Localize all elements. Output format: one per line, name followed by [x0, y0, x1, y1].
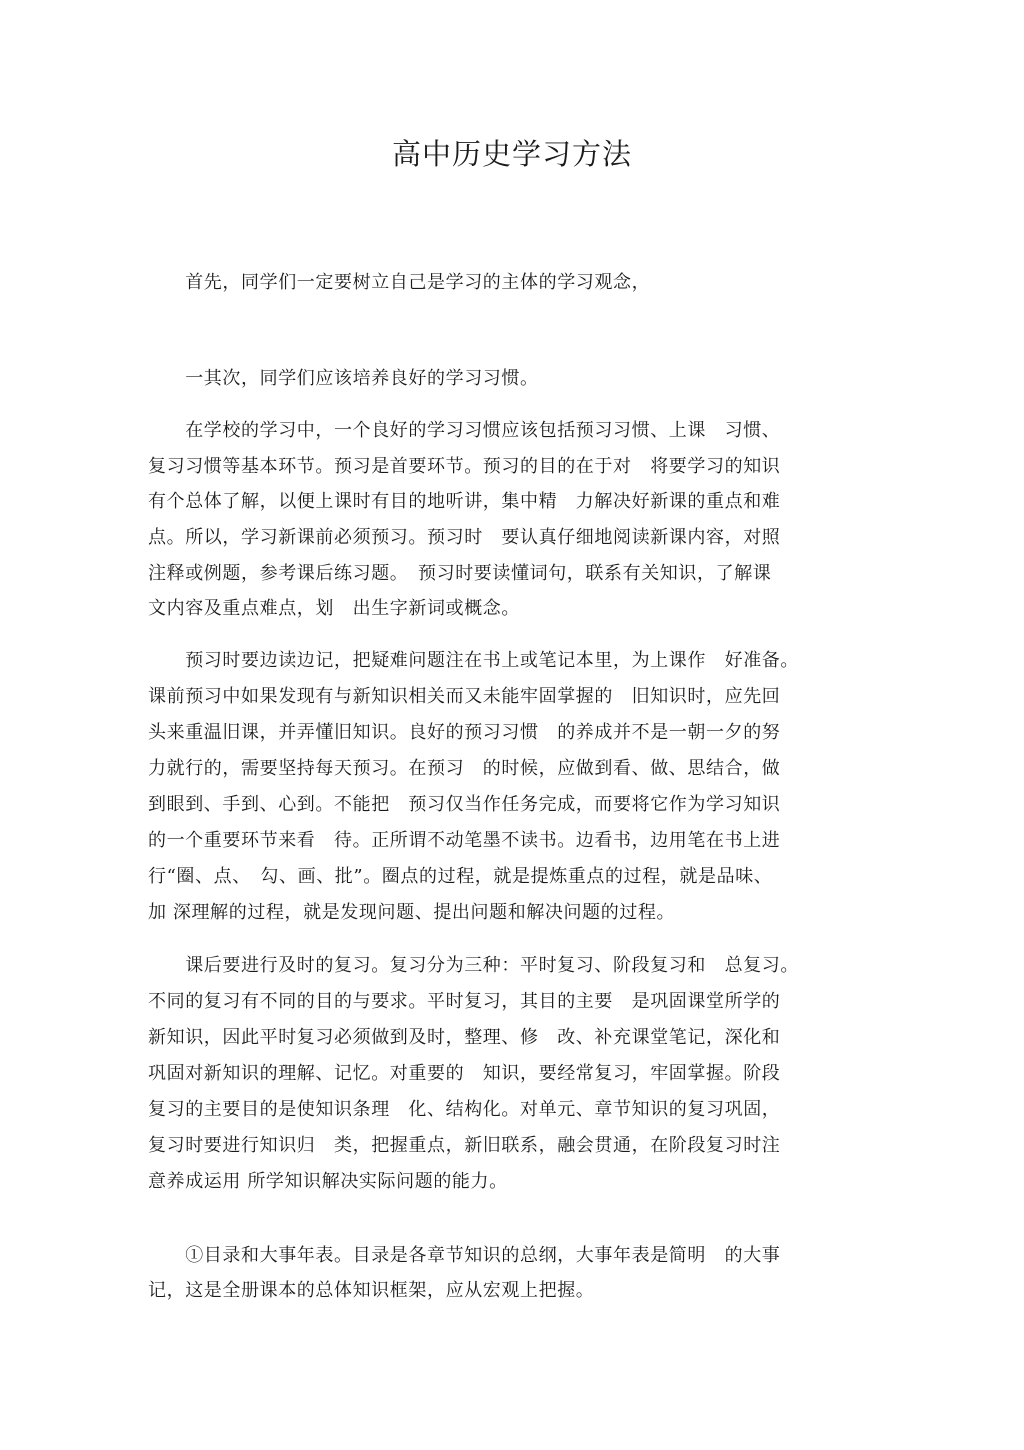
text-line: 到眼到、手到、心到。不能把 预习仅当作任务完成，而要将它作为学习知识: [148, 794, 781, 815]
text-line: 复习的主要目的是使知识条理 化、结构化。对单元、章节知识的复习巩固，: [148, 1099, 781, 1120]
text-line: 预习时要边读边记，把疑难问题注在书上或笔记本里，为上课作 好准备。: [148, 650, 799, 671]
text-line: 一其次，同学们应该培养良好的学习习惯。: [148, 368, 539, 389]
text-line: 记，这是全册课本的总体知识框架，应从宏观上把握。: [148, 1280, 595, 1301]
text-line: 不同的复习有不同的目的与要求。平时复习，其目的主要 是巩固课堂所学的: [148, 991, 781, 1012]
text-line: 课后要进行及时的复习。复习分为三种：平时复习、阶段复习和 总复习。: [148, 955, 799, 976]
text-line: 有个总体了解，以便上课时有目的地听讲，集中精 力解决好新课的重点和难: [148, 491, 781, 512]
text-line: 注释或例题，参考课后练习题。 预习时要读懂词句，联系有关知识，了解课: [148, 563, 772, 584]
text-line: 头来重温旧课，并弄懂旧知识。良好的预习习惯 的养成并不是一朝一夕的努: [148, 722, 781, 743]
text-line: 点。所以，学习新课前必须预习。预习时 要认真仔细地阅读新课内容，对照: [148, 527, 781, 548]
text-line: 首先，同学们一定要树立自己是学习的主体的学习观念，: [148, 272, 651, 293]
text-line: ①目录和大事年表。目录是各章节知识的总纲，大事年表是简明 的大事: [148, 1245, 781, 1266]
text-line: 在学校的学习中，一个良好的学习习惯应该包括预习习惯、上课 习惯、: [148, 420, 781, 441]
text-line: 课前预习中如果发现有与新知识相关而又未能牢固掌握的 旧知识时，应先回: [148, 686, 781, 707]
text-line: 力就行的，需要坚持每天预习。在预习 的时候，应做到看、做、思结合，做: [148, 758, 781, 779]
text-line: 复习时要进行知识归 类，把握重点，新旧联系，融会贯通，在阶段复习时注: [148, 1135, 781, 1156]
text-line: 行“圈、点、 勾、画、批”。圈点的过程，就是提炼重点的过程，就是品味、: [148, 866, 773, 887]
text-line: 复习习惯等基本环节。预习是首要环节。预习的目的在于对 将要学习的知识: [148, 456, 781, 477]
text-line: 新知识，因此平时复习必须做到及时，整理、修 改、补充课堂笔记，深化和: [148, 1027, 781, 1048]
text-line: 文内容及重点难点，划 出生字新词或概念。: [148, 598, 520, 619]
text-line: 的一个重要环节来看 待。正所谓不动笔墨不读书。边看书，边用笔在书上进: [148, 830, 781, 851]
document-title: 高中历史学习方法: [391, 137, 632, 171]
text-line: 巩固对新知识的理解、记忆。对重要的 知识，要经常复习，牢固掌握。阶段: [148, 1063, 781, 1084]
text-line: 加 深理解的过程，就是发现问题、提出问题和解决问题的过程。: [148, 902, 676, 923]
text-line: 意养成运用 所学知识解决实际问题的能力。: [148, 1171, 508, 1192]
